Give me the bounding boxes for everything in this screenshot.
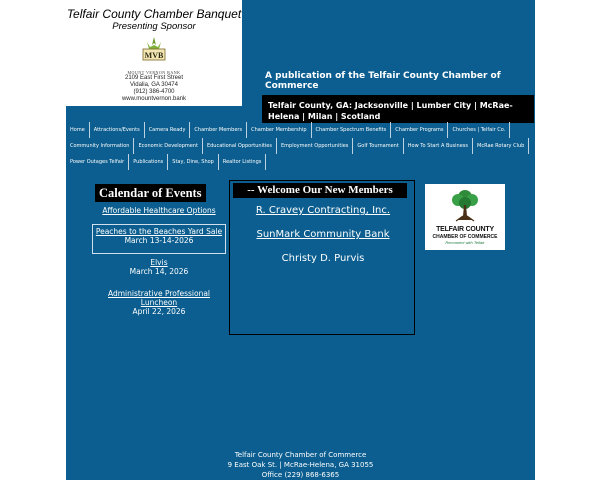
- bank-phone: (912) 386-4700: [133, 89, 175, 95]
- nav-row: [66, 122, 535, 138]
- calendar-event: [92, 258, 226, 276]
- bank-website: www.mountvernon.bank: [121, 96, 187, 102]
- nav-item[interactable]: Economic Development: [134, 138, 202, 154]
- sponsor-ad[interactable]: [66, 0, 242, 106]
- nav-item[interactable]: Golf Tournament: [353, 138, 403, 154]
- calendar-title: Calendar of Events: [95, 184, 206, 202]
- sponsor-subtitle: Presenting Sponsor: [112, 21, 196, 32]
- nav-item[interactable]: Stay, Dine, Shop: [168, 154, 219, 170]
- bank-logo-icon: [139, 36, 169, 66]
- event-link[interactable]: Elvis: [150, 258, 168, 267]
- nav-item[interactable]: Educational Opportunities: [203, 138, 277, 154]
- chamber-logo-line2: CHAMBER OF COMMERCE: [432, 234, 498, 240]
- bank-name: MOUNT VERNON BANK: [127, 70, 181, 75]
- new-members-panel: [229, 180, 415, 335]
- calendar-event: [92, 224, 226, 254]
- bank-address-2: Vidalia, GA 30474: [130, 82, 178, 88]
- nav-item[interactable]: How To Start A Business: [404, 138, 473, 154]
- nav-item[interactable]: Chamber Programs: [391, 122, 448, 138]
- nav-item[interactable]: Attractions/Events: [90, 122, 145, 138]
- member-name: Christy D. Purvis: [281, 253, 365, 264]
- footer: [66, 450, 535, 480]
- chamber-logo-line1: TELFAIR COUNTY: [436, 226, 494, 233]
- calendar-event: [92, 206, 226, 215]
- sponsor-title: Telfair County Chamber Banquet: [66, 7, 242, 21]
- nav-item[interactable]: Publications: [129, 154, 168, 170]
- event-date: March 14, 2026: [129, 267, 189, 276]
- nav-item[interactable]: McRae Rotary Club: [473, 138, 529, 154]
- calendar-event: [92, 289, 226, 316]
- tree-icon: [450, 188, 480, 222]
- nav-item[interactable]: Power Outages Telfair: [66, 154, 129, 170]
- event-date: March 13-14-2026: [124, 236, 194, 245]
- page-container: [66, 0, 535, 480]
- nav-item[interactable]: Home: [66, 122, 90, 138]
- cities-banner: Telfair County, GA: Jacksonville | Lumber City | McRae-Helena | Milan | Scotland: [262, 95, 534, 123]
- nav-item[interactable]: Employment Opportunities: [277, 138, 353, 154]
- footer-office: Office (229) 868-6365: [261, 471, 340, 479]
- event-link[interactable]: Administrative Professional Luncheon: [107, 289, 211, 307]
- nav-item[interactable]: Chamber Membership: [247, 122, 311, 138]
- event-link[interactable]: Peaches to the Beaches Yard Sale: [95, 227, 223, 236]
- footer-address: 9 East Oak St. | McRae-Helena, GA 31055: [227, 461, 374, 469]
- nav-item[interactable]: Chamber Spectrum Benefits: [312, 122, 392, 138]
- member-link[interactable]: R. Cravey Contracting, Inc.: [255, 205, 391, 216]
- chamber-logo[interactable]: [425, 184, 505, 250]
- bank-address-1: 2109 East First Street: [124, 75, 184, 81]
- nav-item[interactable]: Realtor Listings: [219, 154, 267, 170]
- nav-row: [66, 138, 535, 154]
- chamber-logo-tagline: Reconnect with Telfair: [445, 240, 485, 245]
- bank-logo-letters: MVB: [144, 51, 164, 60]
- event-date: April 22, 2026: [132, 307, 186, 316]
- footer-org: Telfair County Chamber of Commerce: [234, 451, 367, 459]
- member-link[interactable]: SunMark Community Bank: [256, 229, 390, 240]
- event-link[interactable]: Affordable Healthcare Options: [102, 206, 216, 215]
- nav-row: [66, 154, 535, 170]
- main-nav: [66, 122, 535, 172]
- nav-item[interactable]: Community Information: [66, 138, 134, 154]
- publication-heading: A publication of the Telfair County Chamber of Commerce: [265, 71, 501, 91]
- new-members-title: -- Welcome Our New Members: [233, 183, 407, 198]
- nav-item[interactable]: Chamber Members: [190, 122, 247, 138]
- nav-item[interactable]: Churches | Telfair Co.: [448, 122, 510, 138]
- nav-item[interactable]: Camera Ready: [145, 122, 191, 138]
